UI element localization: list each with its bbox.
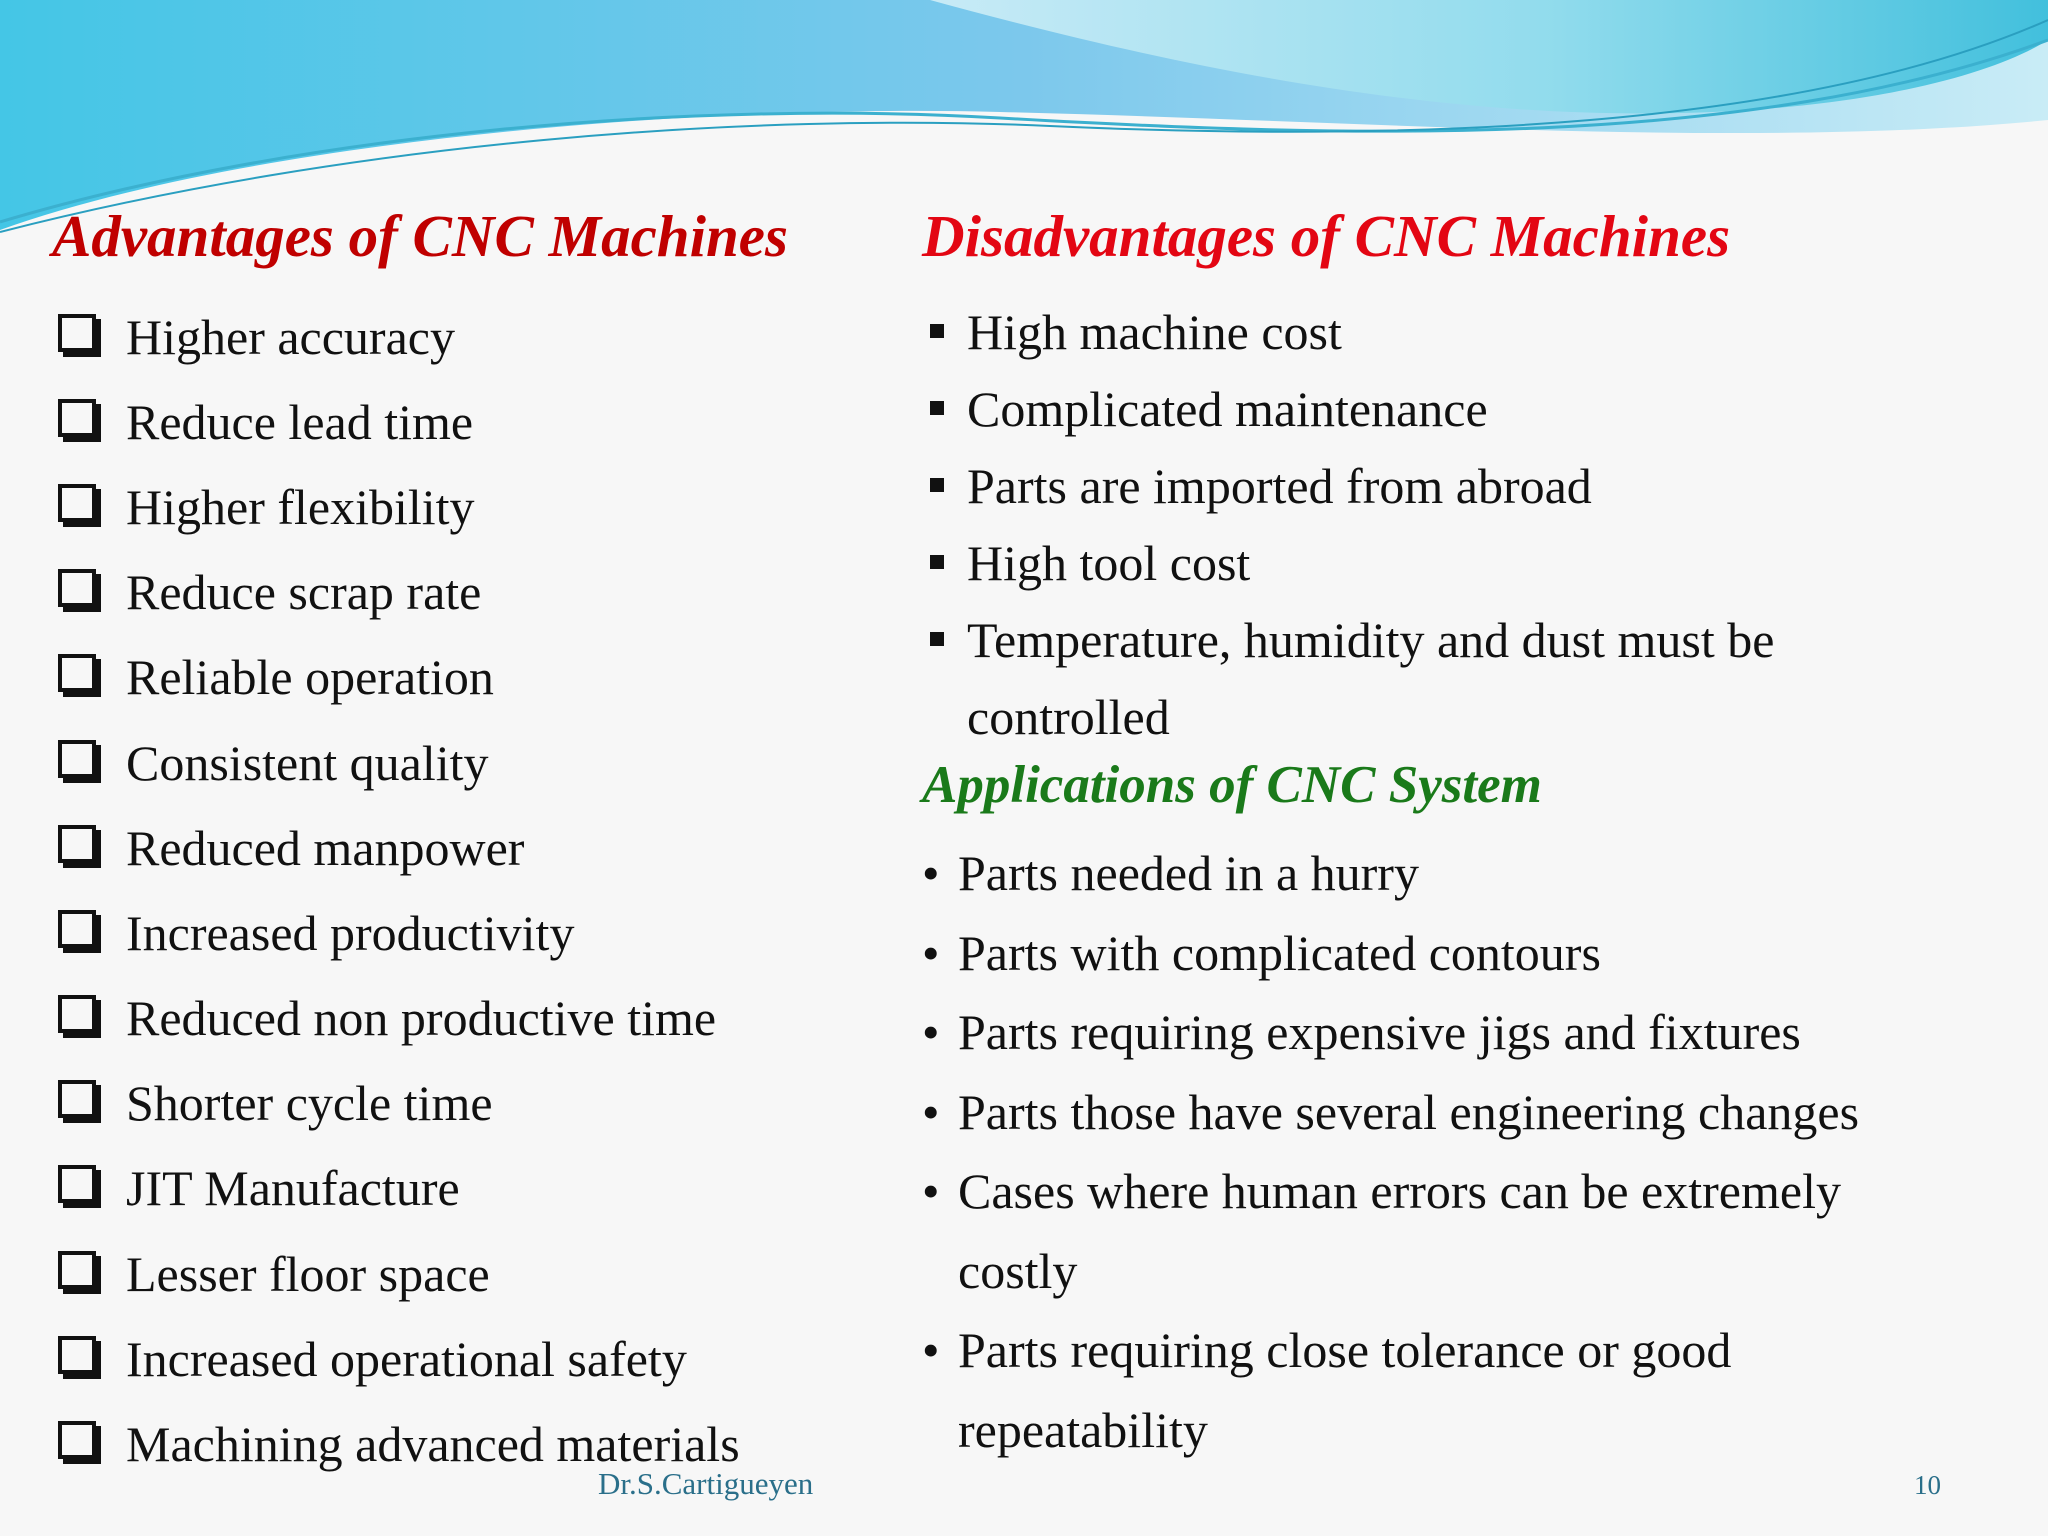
checkbox-bullet-icon — [58, 1080, 96, 1118]
footer-author: Dr.S.Cartigueyen — [598, 1466, 814, 1501]
checkbox-bullet-icon — [58, 654, 96, 692]
advantage-text: Machining advanced materials — [126, 1416, 740, 1473]
advantage-text: Reduce scrap rate — [126, 564, 482, 621]
list-item — [58, 1146, 740, 1231]
checkbox-bullet-icon — [58, 569, 96, 607]
advantage-text: Higher flexibility — [126, 478, 475, 535]
list-item — [58, 890, 740, 975]
disadvantage-text: High machine cost — [967, 304, 1342, 360]
list-item — [58, 720, 740, 805]
application-text: Cases where human errors can be extremely costly — [958, 1163, 1841, 1299]
application-text: Parts with complicated contours — [958, 924, 1601, 981]
applications-title: Applications of CNC System — [922, 756, 1542, 814]
checkbox-bullet-icon — [58, 1165, 96, 1203]
checkbox-bullet-icon — [58, 910, 96, 948]
checkbox-bullet-icon — [58, 825, 96, 863]
advantage-text: Reduced manpower — [126, 819, 525, 876]
dot-bullet-icon: • — [922, 1322, 940, 1378]
advantage-text: Consistent quality — [126, 734, 489, 791]
disadvantage-text: High tool cost — [967, 535, 1251, 591]
checkbox-bullet-icon — [58, 740, 96, 778]
dot-bullet-icon: • — [922, 924, 940, 981]
list-item — [922, 1152, 1958, 1311]
list-item — [930, 448, 1887, 525]
list-item — [58, 1061, 740, 1146]
square-bullet-icon — [930, 555, 944, 569]
list-item — [58, 805, 740, 890]
list-item — [922, 914, 2038, 994]
list-item — [58, 1231, 740, 1316]
advantage-text: Higher accuracy — [126, 308, 455, 365]
dot-bullet-icon: • — [922, 1083, 940, 1140]
advantages-list — [58, 294, 740, 1487]
application-text: Parts needed in a hurry — [958, 845, 1419, 901]
advantages-title: Advantages of CNC Machines — [52, 203, 788, 269]
disadvantage-text: Parts are imported from abroad — [967, 458, 1592, 514]
application-text: Parts requiring expensive jigs and fixtures — [958, 1004, 1801, 1060]
application-text: Parts requiring close tolerance or good repeatability — [958, 1322, 1732, 1458]
checkbox-bullet-icon — [58, 314, 96, 352]
checkbox-bullet-icon — [58, 484, 96, 522]
disadvantages-title: Disadvantages of CNC Machines — [922, 203, 1731, 269]
list-item — [922, 834, 2038, 914]
list-item — [930, 371, 1887, 448]
list-item — [58, 1316, 740, 1401]
advantage-text: Reduce lead time — [126, 393, 474, 450]
advantage-text: Increased operational safety — [126, 1330, 687, 1387]
advantage-text: Shorter cycle time — [126, 1075, 493, 1132]
square-bullet-icon — [930, 324, 944, 338]
square-bullet-icon — [930, 401, 944, 415]
advantage-text: Lesser floor space — [126, 1245, 490, 1302]
page-number: 10 — [1914, 1470, 1941, 1500]
list-item — [58, 635, 740, 720]
dot-bullet-icon: • — [922, 1163, 940, 1219]
list-item — [922, 1073, 2038, 1153]
checkbox-bullet-icon — [58, 399, 96, 437]
disadvantage-text: Temperature, humidity and dust must be controlled — [967, 612, 1775, 745]
advantage-text: Reliable operation — [126, 649, 494, 706]
checkbox-bullet-icon — [58, 995, 96, 1033]
checkbox-bullet-icon — [58, 1336, 96, 1374]
list-item — [58, 294, 740, 379]
advantage-text: Reduced non productive time — [126, 990, 717, 1047]
square-bullet-icon — [930, 478, 944, 492]
square-bullet-icon — [930, 632, 944, 646]
list-item — [922, 993, 2038, 1073]
advantage-text: Increased productivity — [126, 904, 575, 961]
advantage-text: JIT Manufacture — [126, 1160, 460, 1217]
disadvantages-list — [930, 294, 1887, 756]
list-item — [922, 1311, 1898, 1470]
disadvantage-text: Complicated maintenance — [967, 381, 1488, 437]
checkbox-bullet-icon — [58, 1251, 96, 1289]
list-item — [58, 379, 740, 464]
applications-list — [922, 834, 2038, 1470]
dot-bullet-icon: • — [922, 845, 940, 901]
list-item — [58, 550, 740, 635]
application-text: Parts those have several engineering changes — [958, 1083, 1860, 1140]
list-item — [930, 525, 1887, 602]
checkbox-bullet-icon — [58, 1421, 96, 1459]
list-item — [58, 464, 740, 549]
list-item — [930, 602, 1787, 756]
list-item — [58, 976, 740, 1061]
list-item — [930, 294, 1887, 371]
dot-bullet-icon: • — [922, 1004, 940, 1060]
